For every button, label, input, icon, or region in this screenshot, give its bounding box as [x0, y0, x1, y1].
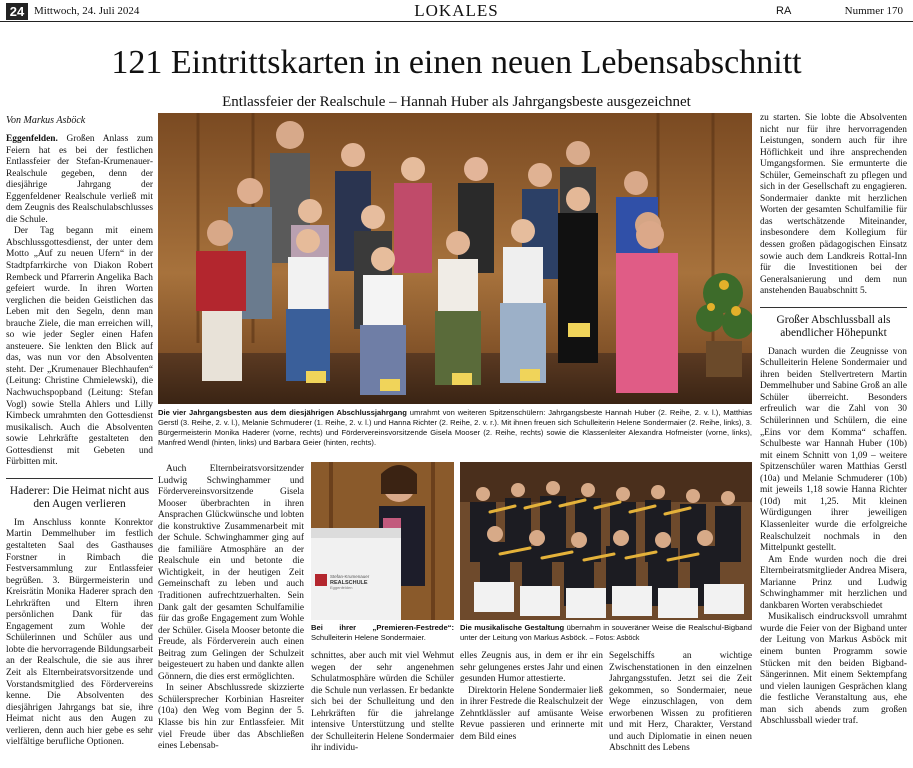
caption-text: übernahm in souveräner Weise die Realschul-Bigband unter der Leitung von Markus Asböck. — [460, 623, 752, 642]
section-title: LOKALES — [414, 1, 499, 20]
byline: Von Markus Asböck — [6, 115, 86, 126]
bigband-photo-image — [460, 462, 752, 620]
paragraph: zu starten. Sie lobte die Absolventen nicht nur für ihre hervorragenden Leistungen, sondern auch für ihre Höflichkeit und ihre ansprechenden Umgangsformen. Sie ermunterte die Schüler, Gemeinschaft zu pflegen und sich in der Gesellschaft zu engagieren. Sondermaier dankte mit herzlichen Worten der gesamten Schulfamilie für das wertschätzende Miteinander, insbesondere dem Kollegium für dessen großen pädagogischen Einsatz sowie auch dem Landkreis Rottal-Inn für die Investitionen bei der Generalsanierung und dem nun anstehenden Bauabschnitt 5. — [760, 113, 907, 297]
caption-text: Schulleiterin Helene Sondermaier. — [311, 633, 426, 642]
speaker-photo-image — [311, 462, 454, 620]
speaker-photo — [311, 462, 454, 620]
article-headline: 121 Eintrittskarten in einen neuen Lebensabschnitt — [111, 44, 802, 81]
article-column-6 — [760, 113, 907, 768]
subheading: Großer Abschlussball als abendlicher Höhepunkt — [760, 307, 907, 340]
caption-lead: Die vier Jahrgangsbesten aus dem diesjährigen Abschlussjahrgang — [158, 408, 407, 417]
paragraph: Großen Anlass zum Feiern hat es bei der festlichen Entlassfeier der Stefan-Krumenauer-Realschule gegeben, denn der diesjährige Jahrgang der Eggenfeldener Realschule verließ mit dem Zeugnis des Realschulabschlusses die Schule. — [6, 134, 153, 225]
page-number: 24 — [6, 3, 28, 20]
paragraph: elles Zeugnis aus, in dem er ihr ein sehr gelungenes erstes Jahr und einen gesunden Humor attestierte. — [460, 651, 603, 685]
lectern-line-3: Eggenfelden — [330, 585, 353, 590]
page-header — [0, 0, 913, 22]
paragraph: In seiner Abschlussrede skizzierte Schülersprecher Korbinian Hasreiter (10a) den Weg vom Beginn der 5. Klasse bis hin zur Entlassfeier. Mit viel Freude über das Abschließen eines Lebensab- — [158, 683, 304, 752]
bigband-photo-caption — [460, 623, 752, 645]
article-column-2 — [158, 464, 304, 768]
article-column-4 — [460, 651, 603, 768]
paragraph: Musikalisch eindrucksvoll umrahmt wurde die Feier von der Bigband unter der Leitung von Markus Asböck mit einem bunten Programm sowie Stücken mit den beiden Bigband-Sängerinnen. Mit einem Sektempfang und vielen launigen Gesprächen klang die festliche Veranstaltung aus, ehe man sich abends zum großen Abschlussball wieder traf. — [760, 612, 907, 727]
paragraph: Am Ende wurden noch die drei Elternbeiratsmitglieder Andrea Misera, Marianne Prinz und Ludwig Schwinghammer mit herzlichen und dankbaren Worten verabschiedet — [760, 554, 907, 611]
edition-code: RA — [776, 5, 792, 17]
speaker-photo-caption — [311, 623, 454, 645]
paragraph: Der Tag begann mit einem Abschlussgottesdienst, der unter dem Motto „Auf zu neuen Ufern“ in der Stadtpfarrkirche von Diakon Robert Rembeck und Pfarrerin Angelika Bach gefeiert wurde. In ihren Worten verglichen die beiden Geistlichen das Leben mit den Segeln, denn man brauche Ziele, die man erreichen will, so wie jeder Segler einen Hafen ansteuere. Sie lenkten den Blick auf das, was nun vor den Absolventen steht. Der „Krumenauer Blechhaufen“ (Leitung: Christine Chmielewski), die Nachwuchspopband (Leitung: Stefan Vogl) sowie Stella Ahlers und Lilly Kimbeck umrahmten den Gottesdienst musikalisch. Auch die Absolventen sowie Lehrkräfte gestalteten den Gottesdienst mit Gebeten und Fürbitten mit. — [6, 226, 153, 468]
article-column-1 — [6, 134, 153, 768]
article-column-3 — [311, 651, 454, 768]
article-subheadline: Entlassfeier der Realschule – Hannah Huber als Jahrgangsbeste ausgezeichnet — [222, 94, 691, 110]
paragraph: Im Anschluss konnte Konrektor Martin Demmelhuber im festlich gestalteten Saal des Gasthauses Forstner in Rimbach die Festversammlung zur Entlassfeier begrüßen. 3. Bürgermeisterin und Kreisrätin Monika Haderer sprach den Lehrkräften und Eltern ihren persönlichen Dank für das Engagement zum Wohle der Schülerinnen und Schüler aus und lobte die hervorragende Bildungsarbeit an der Realschule, die sie aus ihrer Zeit als Elternbeiratsvorsitzende und Vorstandsmitglied des Fördervereins kenne. Die Absolventen des diesjährigen Jahrgangs bat sie, ihre Heimat nicht aus den Augen zu verlieren, denn auch hier gebe es sehr vielfältige berufliche Optionen. — [6, 517, 153, 748]
issue-number: Nummer 170 — [844, 5, 903, 17]
caption-text: umrahmt von weiteren Spitzenschülern: Jahrgangsbeste Hannah Huber (2. Reihe, 2. v. l.), Matthias Gerstl (3. Reihe, 2. v. l.), Melanie Schmuderer (1. Reihe, 2. v. l.) und Hanna Richter (2. Reihe, 2. v. r.). Mit ihnen freuen sich Schulleiterin Helene Sondermaier (2. Reihe, links), 3. Bürgermeisterin Monika Haderer (vorne, rechts) und Fördervereinsvorsitzende Gisela Mooser (2. Reihe, rechts) sowie die Klassenleiter Alexandra Hofmeister (vorne, links), Manfred Wendl (hinten, links) und Barbara Geier (hinten, rechts). — [158, 408, 752, 447]
group-photo-image — [158, 113, 752, 404]
caption-lead: Bei ihrer „Premieren-Festrede“: — [311, 623, 454, 632]
paragraph: Segelschiffs an wichtige Zwischenstationen in den einzelnen Jahrgangsstufen. Jetzt sei die Zeit gekommen, so Sondermaier, neue Wege einzuschlagen, von dem erworbenen Wissen zu profitieren und mit Herz, Charakter, Verstand und auch Diplomatie in einen neuen Abschnitt des Lebens — [609, 651, 752, 754]
bigband-photo — [460, 462, 752, 620]
subheading: Haderer: Die Heimat nicht aus den Augen verlieren — [6, 478, 153, 511]
paragraph: Direktorin Helene Sondermaier ließ in ihrer Festrede die Realschulzeit der Zehntklässler auf amüsante Weise Revue passieren und erinnerte mit dem Bild eines — [460, 685, 603, 742]
article-column-5 — [609, 651, 752, 768]
main-photo-caption — [158, 408, 752, 452]
paragraph: schnittes, aber auch mit viel Wehmut wegen der sehr angenehmen Schulatmosphäre würden die Schüler die Schule nun verlassen. Er bedankte sich bei der Schulleitung und den Lehrkräften für die jahrelange intensive Unterstützung und stellte der Schulleiterin Helene Sondermaier ihr individu- — [311, 651, 454, 754]
caption-lead: Die musikalische Gestaltung — [460, 623, 565, 632]
paragraph: Danach wurden die Zeugnisse von Schulleiterin Helene Sondermaier und ihren beiden Stellvertretern Martin Demmelhuber und Sabine Groß an alle Schüler überreicht. Besonders erfreulich war die Zahl von 30 Schülerinnen und Schülern, die eine „Eins vor dem Komma“ schaffen. Schulbeste war Hannah Huber (10b) mit einem Schnitt von 1,09 – weitere Spitzenschüler waren Matthias Gerstl (10a) und Melanie Schmuderer (10b) mit jeweils 1,18 sowie Hanna Richter (10d) mit 1,25. Mit kleinen Würdigungen ihrer jeweiligen Klassenleiter wurde die erfolgreiche Realschulzeit nochmals in den Mittelpunkt gestellt. — [760, 346, 907, 554]
photo-credit: – Fotos: Asböck — [589, 635, 640, 642]
lectern-line-1: Stefan-Krumenauer — [330, 574, 370, 579]
dateline: Eggenfelden. — [6, 134, 58, 144]
issue-date: Mittwoch, 24. Juli 2024 — [34, 5, 140, 17]
paragraph: Auch Elternbeiratsvorsitzender Ludwig Schwinghammer und Fördervereinsvorsitzende Gisela Mooser überbrachten in ihren Ansprachen Glückwünsche und lobten die konstruktive Zusammenarbeit mit der Schule. Schwinghammer ging auf die familiäre Atmosphäre an der Realschule ein und betonte die Wichtigkeit, in der heutigen Zeit Gemeinschaft zu leben und auch Traditionen aufrechtzuerhalten. Sein Dank galt der gesamten Schulfamilie für das große Engagement zum Wohle der Schüler. Gisela Mooser betonte die Freude, als Förderverein auch einen Beitrag zum Gelingen der Schulzeit beigesteuert zu haben und dankte allen Gönnern, die dies erst ermöglichten. — [158, 464, 304, 682]
main-group-photo — [158, 113, 752, 404]
lectern-line-2: REALSCHULE — [330, 580, 368, 586]
